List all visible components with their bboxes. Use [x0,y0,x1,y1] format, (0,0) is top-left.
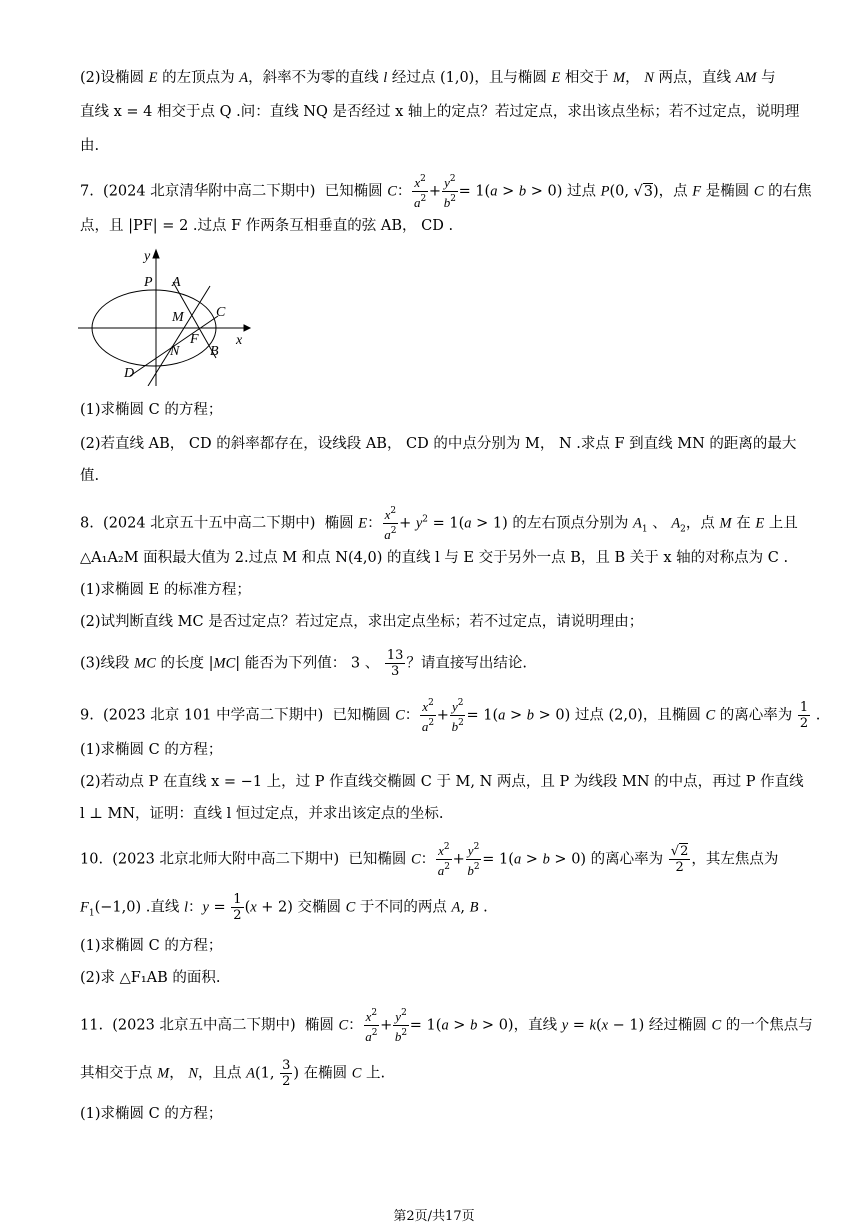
q8-part1: (1)求椭圆 E 的标准方程； [80,582,251,598]
label-c: C [216,305,226,320]
q7-part2-line2: 值. [80,468,100,484]
label-a: A [172,275,181,290]
label-f: F [190,332,199,347]
q10-part1: (1)求椭圆 C 的方程； [80,938,223,954]
label-n: N [170,344,180,359]
q6-part2-line3: 由. [80,138,100,154]
q8-part3: (3)线段 MC 的长度 |MC| 能否为下列值： 3 、 $\frac{13}{3}$ ？请直接写出结论. [80,648,527,679]
q10-part2: (2)求 △F₁AB 的面积. [80,970,221,986]
label-y: y [144,249,151,264]
page-footer: 第2页/共17页 [393,1209,475,1224]
ellipse-diagram [78,246,258,386]
q7-part1: (1)求椭圆 C 的方程； [80,402,223,418]
q6-part2-line1: (2)设椭圆 E 的左顶点为 A，斜率不为零的直线 l 经过点 (1,0)，且与椭圆 E 相交于 M， N 两点，直线 AM 与 [80,70,776,86]
label-m: M [172,310,184,325]
label-p: P [144,275,153,290]
q7-part2-line1: (2)若直线 AB， CD 的斜率都存在，设线段 AB， CD 的中点分别为 M， N .求点 F 到直线 MN 的距离的最大 [80,436,797,452]
q10-line2: $F_1(-1,0)$ .直线 l：y = $\frac{1}{2}$ (x + 2) 交椭圆 C 于不同的两点 A, B . [80,892,488,923]
line-mn [148,286,210,386]
x-axis-arrow [244,325,250,331]
q11-line1: 11. (2023 北京五中高二下期中) 椭圆 C： $\frac{x^2}{a^2}$ + $\frac{y^2}{b^2}$ = 1(a > b > 0)，直线 y = k(x − 1) 经过椭圆 C 的一个焦点与 [80,1008,813,1044]
q9-part2-line2: l ⊥ MN，证明：直线 l 恒过定点，并求出该定点的坐标. [80,806,444,822]
label-d: D [124,366,135,381]
q9-part2-line1: (2)若动点 P 在直线 x = −1 上，过 P 作直线交椭圆 C 于 M, N 两点，且 P 为线段 MN 的中点，再过 P 作直线 [80,774,804,790]
label-b: B [210,344,219,359]
q8-line1: 8. (2024 北京五十五中高二下期中) 椭圆 E： $\frac{x^2}{a^2}$ + $y^2 = 1(a > 1)$ 的左右顶点分别为 $A_1$ 、 $A_2$，点 M 在 E 上且 [80,506,798,542]
q11-line2: 其相交于点 M， N，且点 A(1, $\frac{3}{2}$ ) 在椭圆 C 上. [80,1058,386,1089]
q8-part2: (2)试判断直线 MC 是否过定点？若过定点，求出定点坐标；若不过定点，请说明理由； [80,614,644,630]
y-axis-arrow [153,250,159,258]
q7-prefix: 7. (2024 北京清华附中高二下期中) 已知椭圆 C： [80,183,412,200]
label-x: x [236,333,243,348]
q10-line1: 10. (2023 北京北师大附中高二下期中) 已知椭圆 C： $\frac{x^2}{a^2}$ + $\frac{y^2}{b^2}$ = 1(a > b > 0) 的离心率为 $\frac{√2}{2}$ ，其左焦点为 [80,842,779,878]
q7-line2: 点，且 |PF| = 2 .过点 F 作两条互相垂直的弦 AB， CD . [80,218,454,234]
q11-part1: (1)求椭圆 C 的方程； [80,1106,223,1122]
q6-part2-line2: 直线 x = 4 相交于点 Q .问：直线 NQ 是否经过 x 轴上的定点？若过定点，求出该点坐标；若不过定点，说明理 [80,104,800,120]
q9-line1: 9. (2023 北京 101 中学高二下期中) 已知椭圆 C： $\frac{x^2}{a^2}$ + $\frac{y^2}{b^2}$ = 1(a > b > 0) 过点 (2,0)，且椭圆 C 的离心率为 $\frac{1}{2}$ . [80,698,821,734]
q7-line1: 7. (2024 北京清华附中高二下期中) 已知椭圆 C： $\frac{x^2}{a^2}$ + $\frac{y^2}{b^2}$ = 1(a > b > 0) 过点 P(0, √3)，点 F 是椭圆 C 的右焦 [80,174,812,210]
q9-part1: (1)求椭圆 C 的方程； [80,742,223,758]
q8-line2: △A₁A₂M 面积最大值为 2.过点 M 和点 N(4,0) 的直线 l 与 E 交于另外一点 B，且 B 关于 x 轴的对称点为 C . [80,550,789,566]
